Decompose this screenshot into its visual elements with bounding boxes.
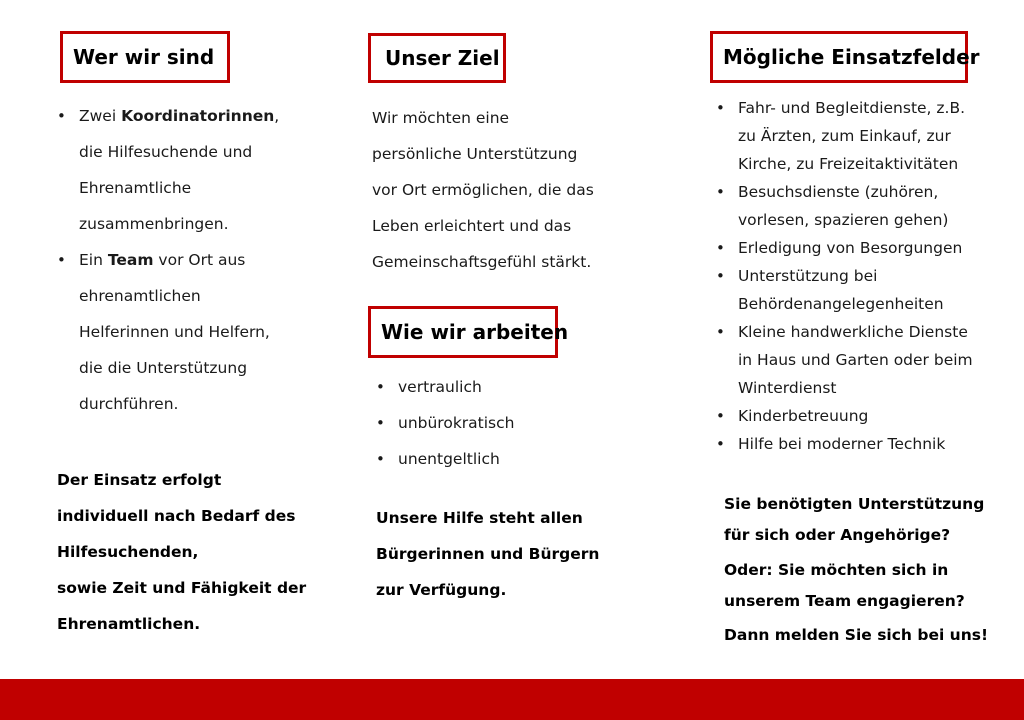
item-text: Behördenangelegenheiten <box>738 295 944 313</box>
item-text: Ein <box>79 251 108 269</box>
item-text: die die Unterstützung <box>79 359 248 377</box>
list-item <box>716 94 1006 178</box>
note-line: Ehrenamtlichen. <box>57 615 201 633</box>
list-item <box>57 98 352 242</box>
item-text: ehrenamtlichen <box>79 287 201 305</box>
cta-engagieren <box>724 555 1014 617</box>
heading-unser-ziel: Unser Ziel <box>368 33 506 83</box>
item-text: Erledigung von Besorgungen <box>738 239 963 257</box>
list-item: • vertraulich <box>376 369 656 405</box>
note-line: Bürgerinnen und Bürgern <box>376 545 600 563</box>
cta-unterstuetzung <box>724 489 1014 551</box>
item-text: Unterstützung bei <box>738 267 878 285</box>
cta-line: Sie benötigten Unterstützung <box>724 495 985 513</box>
item-text: Helferinnen und Helfern, <box>79 323 270 341</box>
list-einsatzfelder <box>716 94 1006 458</box>
list-wer-wir-sind <box>57 98 352 422</box>
item-text: vorlesen, spazieren gehen) <box>738 211 949 229</box>
item-text: Winterdienst <box>738 379 837 397</box>
goal-line: vor Ort ermöglichen, die das <box>372 181 594 199</box>
item-text: zu Ärzten, zum Einkauf, zur <box>738 127 951 145</box>
item-text: Besuchsdienste (zuhören, <box>738 183 939 201</box>
note-line: individuell nach Bedarf des <box>57 507 296 525</box>
cta-line: Dann melden Sie sich bei uns! <box>724 626 989 644</box>
list-item <box>716 234 1006 262</box>
heading-wie-wir-arbeiten: Wie wir arbeiten <box>368 306 558 358</box>
list-item: • unentgeltlich <box>376 441 656 477</box>
cta-line: für sich oder Angehörige? <box>724 526 951 544</box>
cta-line: Oder: Sie möchten sich in <box>724 561 949 579</box>
list-item <box>57 242 352 422</box>
item-text: Ehrenamtliche <box>79 179 192 197</box>
goal-line: Gemeinschaftsgefühl stärkt. <box>372 253 592 271</box>
bottom-bar <box>0 679 1024 720</box>
list-item <box>716 318 1006 402</box>
item-text: Kinderbetreuung <box>738 407 869 425</box>
note-hilfe <box>376 500 656 608</box>
item-text: durchführen. <box>79 395 179 413</box>
item-text: zusammenbringen. <box>79 215 229 233</box>
list-item <box>716 178 1006 234</box>
item-text: Zwei <box>79 107 122 125</box>
goal-line: Leben erleichtert und das <box>372 217 572 235</box>
list-item: • unbürokratisch <box>376 405 656 441</box>
item-text: Hilfe bei moderner Technik <box>738 435 946 453</box>
item-text: Kirche, zu Freizeitaktivitäten <box>738 155 959 173</box>
note-line: sowie Zeit und Fähigkeit der <box>57 579 307 597</box>
heading-wer-wir-sind: Wer wir sind <box>60 31 230 83</box>
item-text: Fahr- und Begleitdienste, z.B. <box>738 99 966 117</box>
list-wie-wir-arbeiten <box>376 369 656 477</box>
note-line: zur Verfügung. <box>376 581 507 599</box>
item-bold-text: Team <box>107 251 154 269</box>
goal-line: persönliche Unterstützung <box>372 145 578 163</box>
list-item <box>716 402 1006 430</box>
goal-line: Wir möchten eine <box>372 109 510 127</box>
cta-line: unserem Team engagieren? <box>724 592 965 610</box>
item-text: in Haus und Garten oder beim <box>738 351 973 369</box>
cta-melden <box>724 620 1014 651</box>
heading-einsatzfelder: Mögliche Einsatzfelder <box>710 31 968 83</box>
list-item <box>716 262 1006 318</box>
item-bold-text: Koordinatorinnen <box>121 107 275 125</box>
note-line: Der Einsatz erfolgt <box>57 471 222 489</box>
note-einsatz <box>57 462 352 642</box>
goal-text <box>372 100 672 280</box>
list-item <box>716 430 1006 458</box>
item-text: die Hilfesuchende und <box>79 143 253 161</box>
item-text: Kleine handwerkliche Dienste <box>738 323 968 341</box>
note-line: Hilfesuchenden, <box>57 543 199 561</box>
item-text: , <box>274 107 280 125</box>
item-text: vor Ort aus <box>153 251 246 269</box>
note-line: Unsere Hilfe steht allen <box>376 509 583 527</box>
